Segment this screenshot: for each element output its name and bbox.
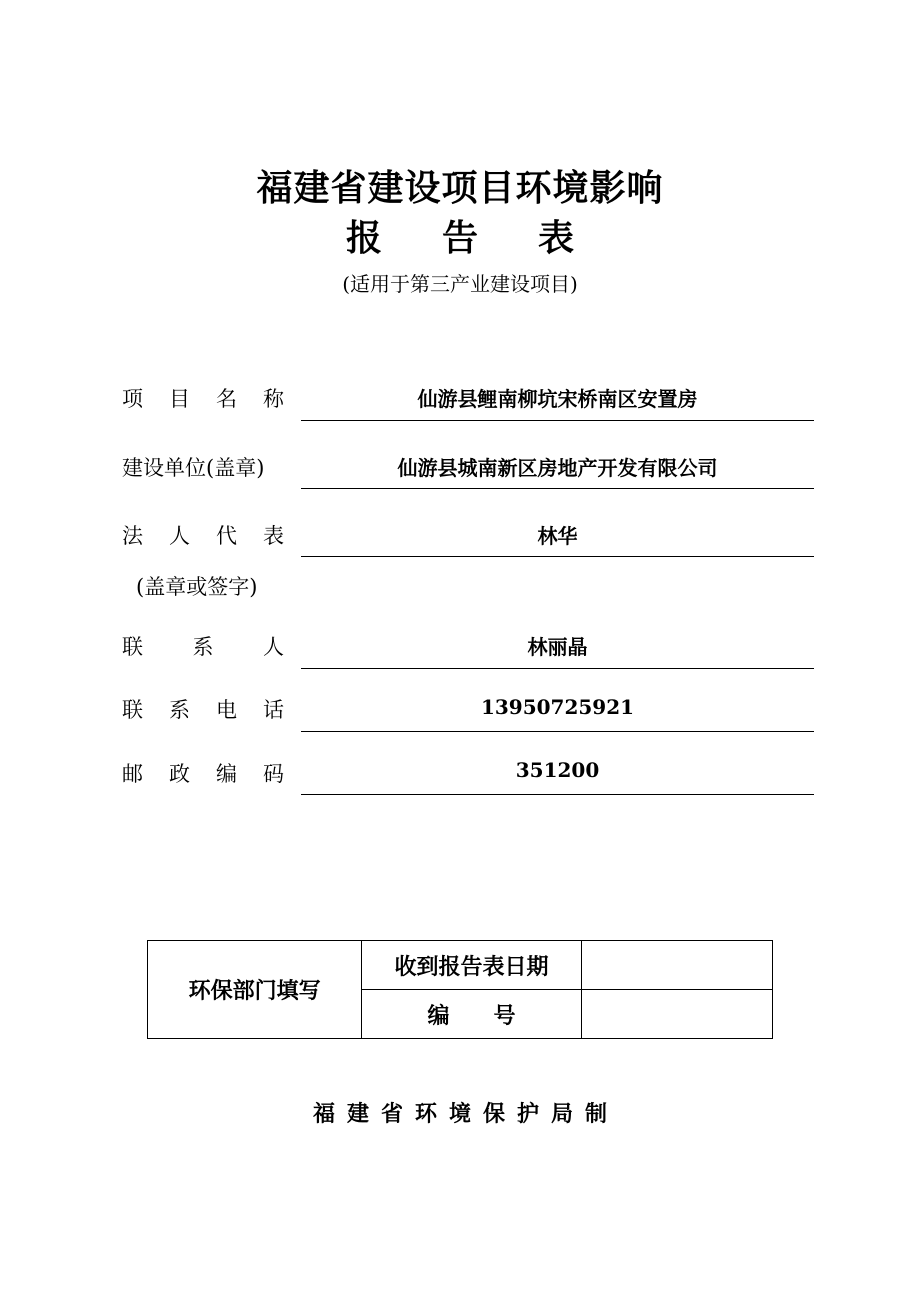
report-title-sub: 报告表: [345, 217, 634, 259]
office-use-table: [147, 940, 773, 1039]
received-date-field[interactable]: [581, 941, 772, 990]
contact-value: 林丽晶: [527, 635, 588, 659]
legal-rep-label: 法人代表: [122, 524, 284, 548]
builder-line: [301, 488, 814, 489]
number-field[interactable]: [581, 990, 772, 1039]
phone-line: [301, 731, 814, 732]
report-applicability: (适用于第三产业建设项目): [342, 272, 578, 296]
office-section-label: 环保部门填写: [148, 941, 362, 1039]
received-date-label: 收到报告表日期: [362, 941, 581, 990]
contact-line: [301, 668, 814, 669]
contact-label: 联系人: [122, 635, 284, 659]
issuer-footer: 福建省环境保护局制: [312, 1101, 619, 1127]
legal-rep-value: 林华: [537, 524, 578, 548]
builder-label: 建设单位(盖章): [122, 456, 265, 480]
postcode-value: 351200: [515, 758, 600, 782]
project-name-value: 仙游县鲤南柳坑宋桥南区安置房: [417, 387, 698, 411]
project-name-label: 项目名称: [122, 387, 284, 411]
phone-value: 13950725921: [480, 695, 635, 719]
number-label: 编 号: [362, 990, 581, 1039]
legal-rep-line: [301, 556, 814, 557]
builder-value: 仙游县城南新区房地产开发有限公司: [397, 456, 718, 480]
report-title: 福建省建设项目环境影响: [256, 167, 664, 209]
phone-label: 联系电话: [122, 698, 284, 722]
legal-rep-note: (盖章或签字): [136, 575, 258, 599]
project-name-line: [301, 420, 814, 421]
postcode-line: [301, 794, 814, 795]
postcode-label: 邮政编码: [122, 762, 284, 786]
